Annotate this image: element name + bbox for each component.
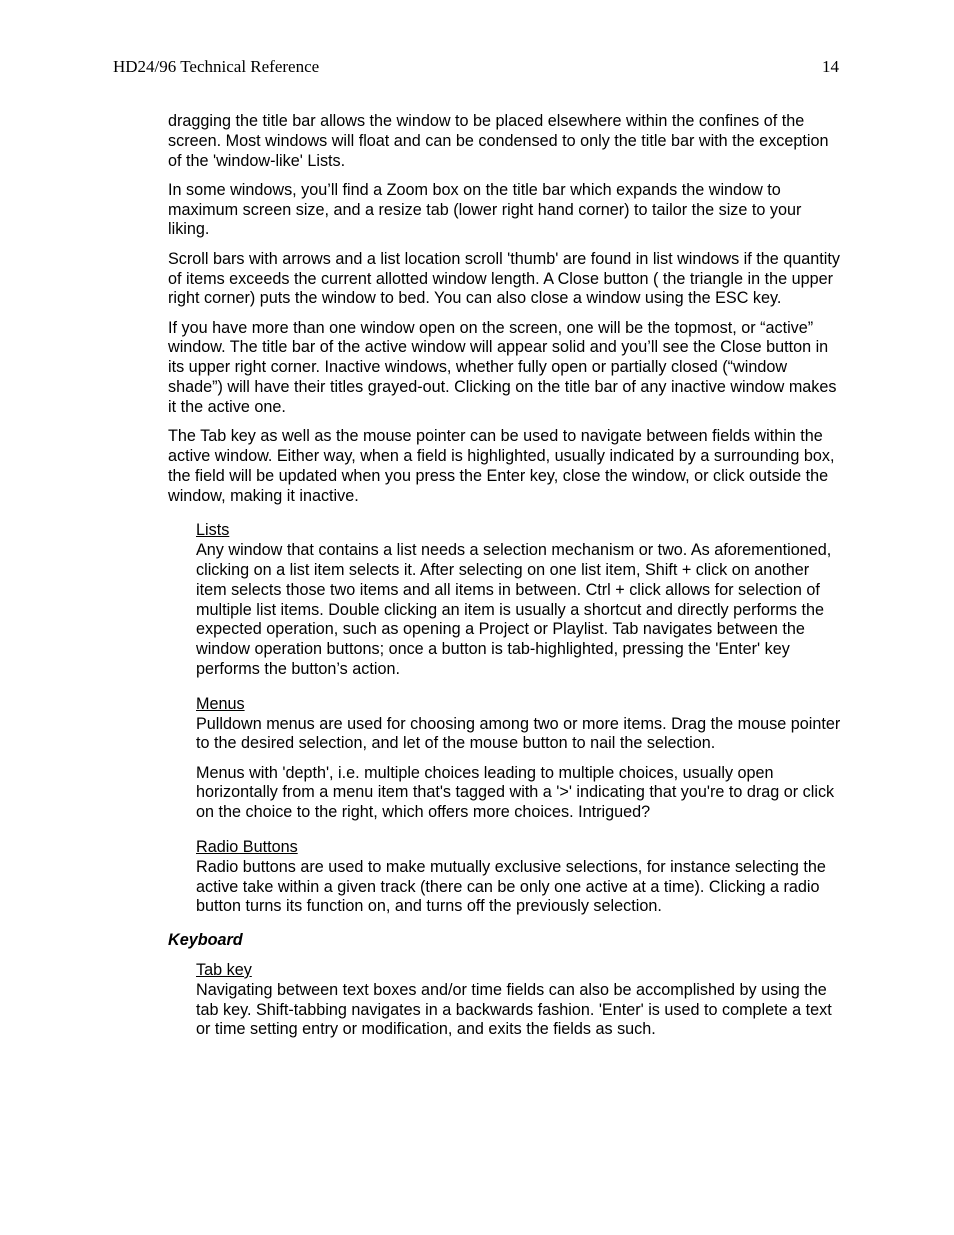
paragraph-tab-key-navigation: The Tab key as well as the mouse pointer can be used to navigate between fields within the active window. Either way, when a field is highlighted, usually indicated by a surrounding box, the field will be updated when you press the Enter key, close the window, or click outside the window, making it inactive. — [168, 427, 835, 505]
radio-buttons-section — [196, 838, 844, 917]
menus-heading: Menus — [196, 694, 245, 713]
page-body — [168, 112, 844, 1050]
tab-key-body: Navigating between text boxes and/or time fields can also be accomplished by using the tab key. Shift-tabbing navigates in a backwards fashion. 'Enter' is used to complete a text or time setting entry or modification, and exits the fields as such. — [196, 980, 832, 1039]
paragraph-zoom-box: In some windows, you’ll find a Zoom box on the title bar which expands the window to maximum screen size, and a resize tab (lower right hand corner) to tailor the size to your liking. — [168, 180, 802, 239]
page-number: 14 — [822, 57, 839, 76]
tab-key-section — [196, 961, 844, 1040]
radio-buttons-body: Radio buttons are used to make mutually exclusive selections, for instance selecting the active take within a given track (there can be only one active at a time). Clicking a radio button turns its function on, and turns off the previously selection. — [196, 857, 826, 916]
paragraph-active-window: If you have more than one window open on the screen, one will be the topmost, or “active” window. The title bar of the active window will appear solid and you’ll see the Close button in its upper right corner. Inactive windows, whether fully open or partially closed (“window shade”) will have their titles grayed-out. Clicking on the title bar of any inactive window makes it the active one. — [168, 318, 837, 416]
document-title: HD24/96 Technical Reference — [113, 57, 320, 76]
lists-body: Any window that contains a list needs a selection mechanism or two. As aforementioned, clicking on a list item selects it. After selecting on one list item, Shift + click on another item selects those two items and all items in between. Ctrl + click allows for selection of multiple list items. Double clicking an item is usually a shortcut and directly performs the expected operation, such as opening a Project or Playlist. Tab navigates between the window operation buttons; once a button is tab-highlighted, pressing the 'Enter' key performs the button’s action. — [196, 541, 832, 678]
menus-section — [196, 695, 844, 823]
lists-heading: Lists — [196, 521, 230, 540]
lists-section — [196, 521, 844, 679]
keyboard-heading: Keyboard — [168, 931, 243, 950]
radio-buttons-heading: Radio Buttons — [196, 838, 298, 856]
paragraph-scroll-bars: Scroll bars with arrows and a list location scroll 'thumb' are found in list windows if the quantity of items exceeds the current allotted window length. A Close button ( the triangle in the upper right corner) puts the window to bed. You can also close a window using the ESC key. — [168, 249, 840, 308]
menus-depth-body: Menus with 'depth', i.e. multiple choices leading to multiple choices, usually open horizontally from a menu item that's tagged with a '>' indicating that you're to drag or click on the choice to the right, which offers more choices. Intrigued? — [196, 763, 835, 822]
page-header — [113, 57, 839, 79]
tab-key-heading: Tab key — [196, 960, 252, 979]
paragraph-window-dragging: dragging the title bar allows the window to be placed elsewhere within the confines of the screen. Most windows will float and can be condensed to only the title bar with the exception of the 'window-like' Lists. — [168, 112, 829, 170]
menus-body: Pulldown menus are used for choosing among two or more items. Drag the mouse pointer to the desired selection, and let of the mouse button to nail the selection. — [196, 714, 841, 753]
